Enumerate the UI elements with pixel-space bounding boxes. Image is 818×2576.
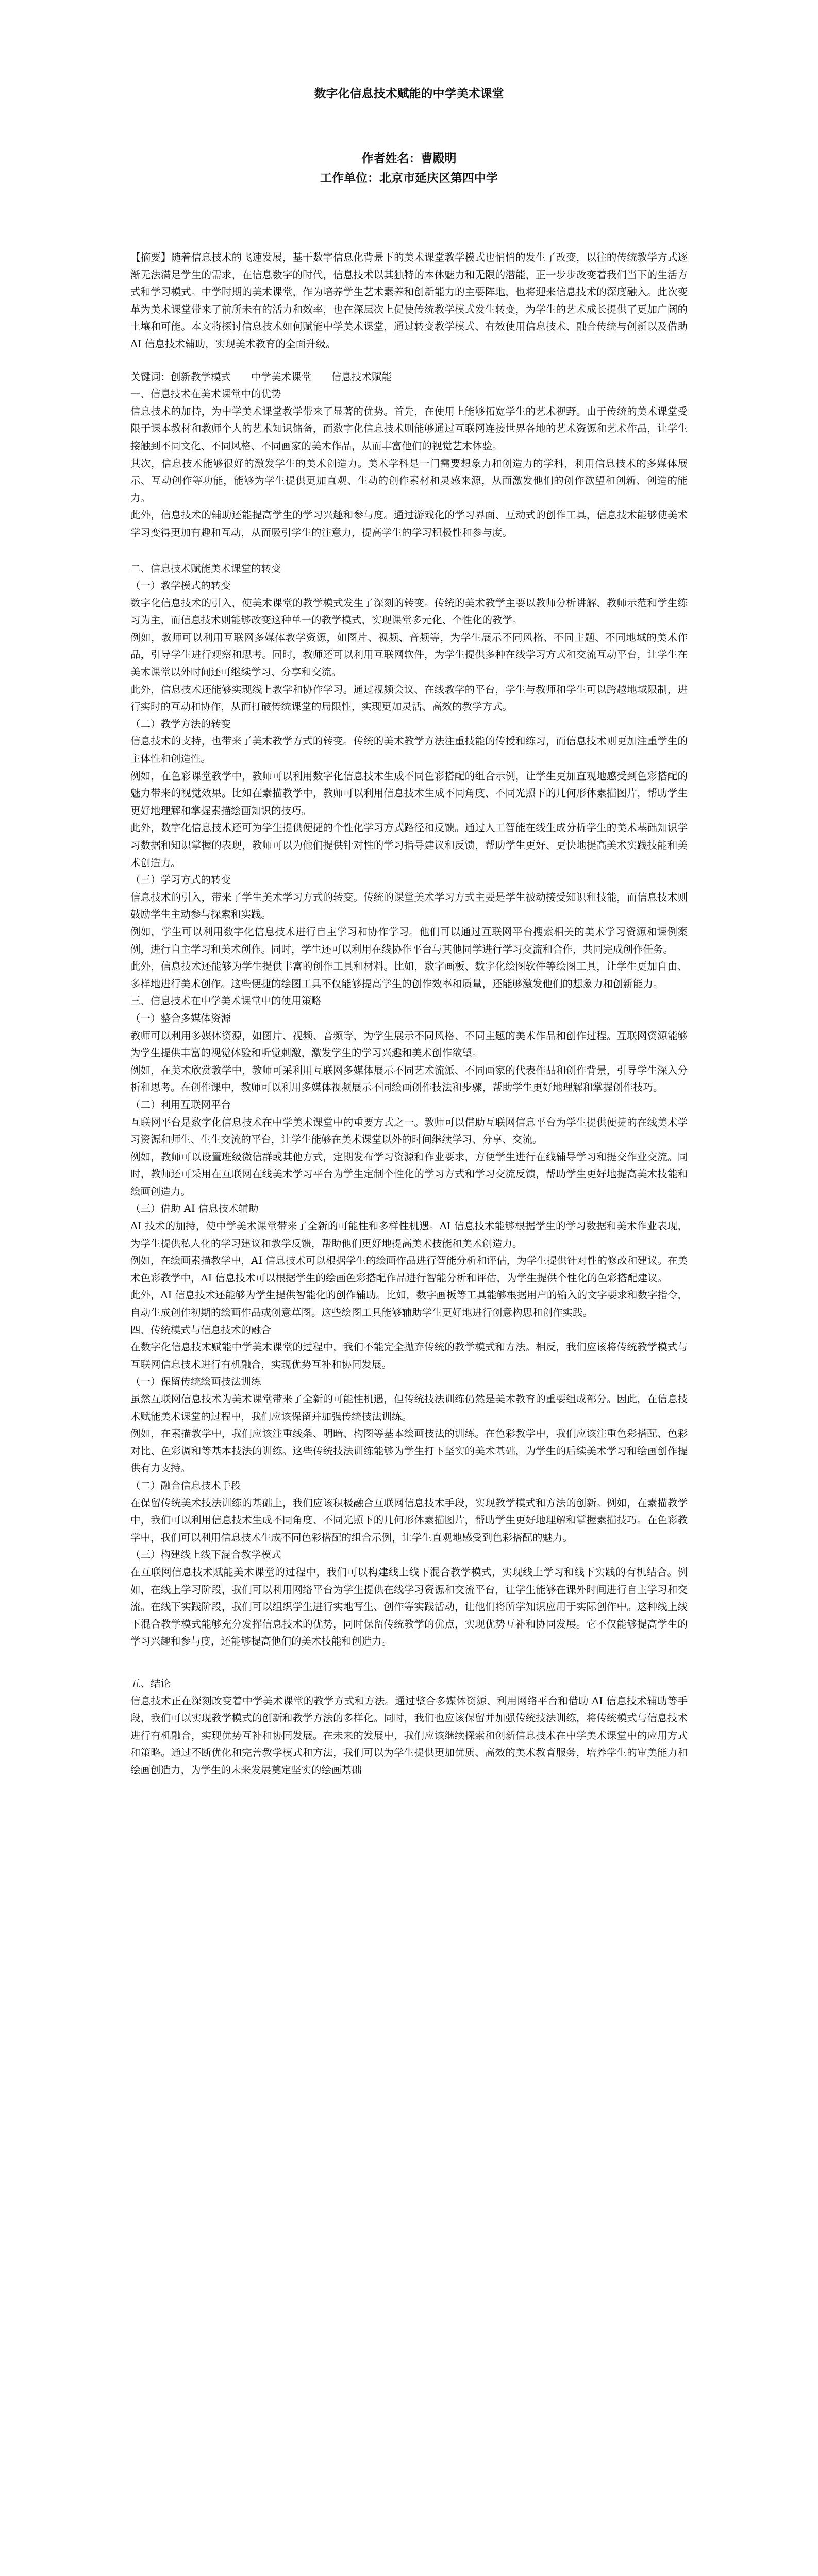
- paragraph: 在互联网信息技术赋能美术课堂的过程中，我们可以构建线上线下混合教学模式，实现线上学习和线下实践的有机结合。例如，在线上学习阶段，我们可以利用网络平台为学生提供在线学习资源和交流平台，让学生能够在课外时间进行自主学习和交流。在线下实践阶段，我们可以组织学生进行实地写生、创作等实践活动，让他们将所学知识应用于实际创作中。这种线上线下混合教学模式能够充分发挥信息技术的优势，同时保留传统教学的优点，实现优势互补和协同发展。它不仅能够提高学生的学习兴趣和参与度，还能够提高他们的美术技能和创造力。: [130, 1566, 688, 1648]
- paragraph: 例如，在美术欣赏教学中，教师可采利用互联网多媒体展示不同艺术流派、不同画家的代表作品和创作背景，引导学生深入分析和思考。在创作课中，教师可以利用多媒体视频展示不同绘画创作技法和步骤，帮助学生更好地理解和掌握创作技巧。: [130, 1064, 688, 1094]
- paragraph: 互联网平台是数字化信息技术在中学美术课堂中的重要方式之一。教师可以借助互联网信息平台为学生提供便捷的在线美术学习资源和师生、生生交流的平台，让学生能够在美术课堂以外的时间继续学习、分享、交流。: [130, 1116, 688, 1146]
- subsection-heading: （二）教学方法的转变: [130, 718, 231, 730]
- subsection-heading: （一）教学模式的转变: [130, 580, 231, 592]
- paragraph: 信息技术的加持，为中学美术课堂教学带来了显著的优势。首先，在使用上能够拓宽学生的艺术视野。由于传统的美术课堂受限于课本教材和教师个人的艺术知识储备，而数字化信息技术则能够通过互联网连接世界各地的艺术资源和艺术作品，让学生接触到不同文化、不同风格、不同画家的美术作品，从而丰富他们的视觉艺术体验。: [130, 405, 688, 452]
- paragraph: 此外，数字化信息技术还可为学生提供便捷的个性化学习方式路径和反馈。通过人工智能在线生成分析学生的美术基础知识学习数据和知识掌握的表现，教师可以为他们提供针对性的学习指导建议和反馈，帮助学生更好、更快地提高美术实践技能和美术创造力。: [130, 822, 688, 869]
- paragraph: 信息技术的支持，也带来了美术教学方式的转变。传统的美术教学方法注重技能的传授和练习，而信息技术则更加注重学生的主体性和创造性。: [130, 735, 688, 765]
- paragraph: 其次，信息技术能够很好的激发学生的美术创造力。美术学科是一门需要想象力和创造力的学科，利用信息技术的多媒体展示、互动创作等功能，能够为学生提供更加直观、生动的创作素材和灵感来源，从而激发他们的创作欲望和创新、创造的能力。: [130, 457, 688, 504]
- section-heading: 二、信息技术赋能美术课堂的转变: [130, 562, 281, 574]
- section-heading: 一、信息技术在美术课堂中的优势: [130, 388, 281, 400]
- paragraph: 此外，AI 信息技术还能够为学生提供智能化的创作辅助。比如，数字画板等工具能够根据用户的输入的文字要求和数字指令，自动生成创作初期的绘画作品或创意草图。这些绘图工具能够辅助学生更好地进行创意构思和创作实践。: [130, 1289, 688, 1319]
- paragraph: 教师可以利用多媒体资源，如图片、视频、音频等，为学生展示不同风格、不同主题的美术作品和创作过程。互联网资源能够为学生提供丰富的视觉体验和听觉刺激，激发学生的学习兴趣和美术创作欲望。: [130, 1029, 688, 1059]
- paragraph: 信息技术正在深刻改变着中学美术课堂的教学方式和方法。通过整合多媒体资源、利用网络平台和借助 AI 信息技术辅助等手段，我们可以实现教学模式的创新和教学方法的多样化。同时，我们也应该保留并加强传统技法训练，将传统模式与信息技术进行有机融合，实现优势互补和协同发展。在未来的发展中，我们应该继续探索和创新信息技术在中学美术课堂中的应用方式和策略。通过不断优化和完善教学模式和方法，我们可以为学生提供更加优质、高效的美术教育服务，培养学生的审美能力和绘画创造力，为学生的未来发展奠定坚实的绘画基础: [130, 1694, 688, 1776]
- paper-title: 数字化信息技术赋能的中学美术课堂: [314, 87, 504, 100]
- subsection-heading: （三）借助 AI 信息技术辅助: [130, 1202, 259, 1215]
- section-heading: 三、信息技术在中学美术课堂中的使用策略: [130, 995, 322, 1007]
- paragraph: 信息技术的引入，带来了学生美术学习方式的转变。传统的课堂美术学习方式主要是学生被动接受知识和技能，而信息技术则鼓励学生主动参与探索和实践。: [130, 891, 688, 921]
- paragraph: 此外，信息技术还能够实现线上教学和协作学习。通过视频会议、在线教学的平台，学生与教师和学生可以跨越地域限制，进行实时的互动和协作，从而打破传统课堂的局限性，实现更加灵活、高效的教学方式。: [130, 683, 688, 713]
- subsection-heading: （三）学习方式的转变: [130, 874, 231, 886]
- keywords: 关键词：创新教学模式 中学美术课堂 信息技术赋能: [130, 370, 392, 383]
- abstract: 【摘要】随着信息技术的飞速发展，基于数字信息化背景下的美术课堂教学模式也悄悄的发生了改变，以往的传统教学方式逐渐无法满足学生的需求，在信息数字的时代，信息技术以其独特的本体魅力和无限的潜能，正一步步改变着我们当下的生活方式和学习模式。中学时期的美术课堂，作为培养学生艺术素养和创新能力的主要阵地，也将迎来信息技术的深度融入。此次变革为美术课堂带来了前所未有的活力和效率，也在深层次上促使传统教学模式发生转变，为学生的艺术成长提供了更加广阔的土壤和可能。本文将探讨信息技术如何赋能中学美术课堂，通过转变教学模式、有效使用信息技术、融合传统与创新以及借助 AI 信息技术辅助，实现美术教育的全面升级。: [130, 251, 688, 350]
- paragraph: 例如，教师可以利用互联网多媒体教学资源，如图片、视频、音频等，为学生展示不同风格、不同主题、不同地域的美术作品，引导学生进行观察和思考。同时，教师还可以利用互联网软件，为学生提供多种在线学习方式和交流互动平台，让学生在美术课堂以外时间还可继续学习、分享和交流。: [130, 631, 688, 679]
- paragraph: AI 技术的加持，使中学美术课堂带来了全新的可能性和多样性机遇。AI 信息技术能够根据学生的学习数据和美术作业表现，为学生提供私人化的学习建议和教学反馈，帮助他们更好地提高美术技能和美术创造力。: [130, 1220, 688, 1249]
- paragraph: 例如，教师可以设置班级微信群或其他方式，定期发布学习资源和作业要求，方便学生进行在线辅导学习和提交作业交流。同时，教师还可采用在互联网在线美术学习平台为学生定制个性化的学习方式和学习交流反馈，帮助学生更好地提高美术技能和绘画创造力。: [130, 1150, 688, 1197]
- author-affiliation: 工作单位：北京市延庆区第四中学: [320, 171, 498, 185]
- paragraph: 此外，信息技术还能够为学生提供丰富的创作工具和材料。比如，数字画板、数字化绘图软件等绘图工具，让学生更加自由、多样地进行美术创作。这些便捷的绘图工具不仅能够提高学生的创作效率和质量，还能够激发他们的想象力和创新能力。: [130, 960, 688, 990]
- subsection-heading: （一）整合多媒体资源: [130, 1012, 231, 1024]
- subsection-heading: （二）利用互联网平台: [130, 1098, 231, 1111]
- paragraph: 此外，信息技术的辅助还能提高学生的学习兴趣和参与度。通过游戏化的学习界面、互动式的创作工具，信息技术能够使美术学习变得更加有趣和互动，从而吸引学生的注意力，提高学生的学习积极性和参与度。: [130, 509, 688, 538]
- paragraph: 数字化信息技术的引入，使美术课堂的教学模式发生了深刻的转变。传统的美术教学主要以教师分析讲解、教师示范和学生练习为主，而信息技术则能够改变这种单一的教学模式，实现课堂多元化、个性化的教学。: [130, 597, 688, 626]
- paragraph: 例如，在色彩课堂教学中，教师可以利用数字化信息技术生成不同色彩搭配的组合示例，让学生更加直观地感受到色彩搭配的魅力带来的视觉效果。比如在素描教学中，教师可以利用信息技术生成不同角度、不同光照下的几何形体素描图片，帮助学生更好地理解和掌握素描绘画知识的技巧。: [130, 770, 688, 817]
- paragraph: 例如，学生可以利用数字化信息技术进行自主学习和协作学习。他们可以通过互联网平台搜索相关的美术学习资源和课例案例，进行自主学习和美术创作。同时，学生还可以利用在线协作平台与其他同学进行学习交流和合作，共同完成创作任务。: [130, 925, 688, 955]
- paragraph: 虽然互联网信息技术为美术课堂带来了全新的可能性机遇，但传统技法训练仍然是美术教育的重要组成部分。因此，在信息技术赋能美术课堂的过程中，我们应该保留并加强传统技法训练。: [130, 1393, 688, 1422]
- paragraph: 在保留传统美术技法训练的基础上，我们应该积极融合互联网信息技术手段，实现教学模式和方法的创新。例如，在素描教学中，我们可以利用信息技术生成不同角度、不同光照下的几何形体素描图片，帮助学生更好地理解和掌握素描技巧。在色彩教学中，我们可以利用信息技术生成不同色彩搭配的组合示例，让学生直观地感受到色彩搭配的魅力。: [130, 1497, 688, 1544]
- subsection-heading: （一）保留传统绘画技法训练: [130, 1376, 261, 1388]
- section-heading: 五、结论: [130, 1677, 171, 1689]
- paragraph: 在数字化信息技术赋能中学美术课堂的过程中，我们不能完全抛弃传统的教学模式和方法。相反，我们应该将传统教学模式与互联网信息技术进行有机融合，实现优势互补和协同发展。: [130, 1341, 688, 1370]
- author-block: [130, 149, 688, 188]
- paragraph: 例如，在绘画素描教学中，AI 信息技术可以根据学生的绘画作品进行智能分析和评估，为学生提供针对性的修改和建议。在美术色彩教学中，AI 信息技术可以根据学生的绘画色彩搭配作品进行智能分析和评估，为学生提供个性化的色彩搭配建议。: [130, 1255, 688, 1284]
- subsection-heading: （三）构建线上线下混合教学模式: [130, 1549, 281, 1561]
- author-name: 作者姓名：曹殿明: [361, 151, 457, 165]
- subsection-heading: （二）融合信息技术手段: [130, 1479, 241, 1492]
- paragraph: 例如，在素描教学中，我们应该注重线条、明暗、构图等基本绘画技法的训练。在色彩教学中，我们应该注重色彩搭配、色彩对比、色彩调和等基本技法的训练。这些传统技法训练能够为学生打下坚实的美术基础，为学生的后续美术学习和绘画创作提供有力支持。: [130, 1428, 688, 1475]
- section-heading: 四、传统模式与信息技术的融合: [130, 1324, 272, 1336]
